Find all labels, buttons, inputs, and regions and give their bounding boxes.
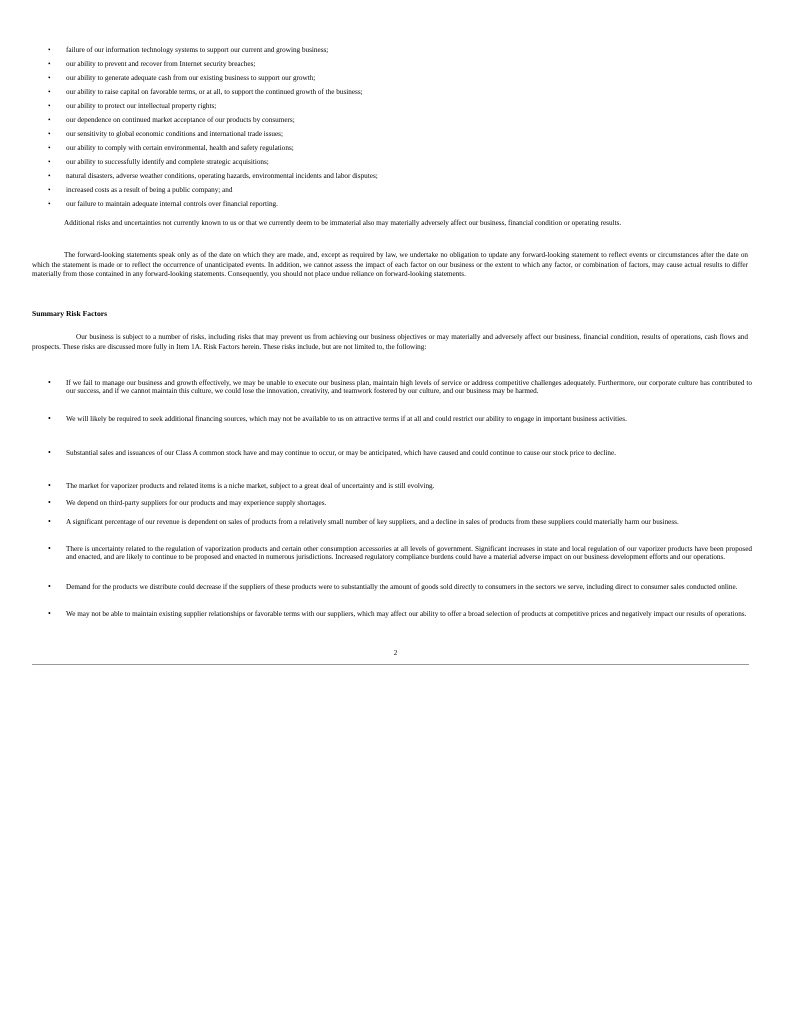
bullet-icon: • — [48, 414, 51, 423]
bullet-icon: • — [48, 158, 51, 166]
paragraph: The forward-looking statements speak only as of the date on which they are made, and, except as required by law, we undertake no obligation to update any forward-looking statement to reflect events or circumstances after the date on which the statement is made or to reflect the occurrence of unanticipated events. In addition, we cannot assess the impact of each factor on our business or the extent to which any factor, or combination of factors, may cause actual results to differ materially from those contained in any forward-looking statements. Consequently, you should not place undue reliance on forward-looking statements. — [32, 251, 748, 279]
list-item-text: our failure to maintain adequate internal controls over financial reporting. — [66, 200, 278, 208]
bullet-icon: • — [48, 481, 51, 490]
bullet-icon: • — [48, 498, 51, 507]
bullet-icon: • — [48, 582, 51, 591]
list-item-text: We will likely be required to seek additional financing sources, which may not be available to us on attractive terms if at all and could restrict our ability to engage in important business activities. — [66, 415, 627, 423]
list-item-text: The market for vaporizer products and related items is a niche market, subject to a great deal of uncertainty and is still evolving. — [66, 482, 435, 490]
bullet-icon: • — [48, 46, 51, 54]
bullet-icon: • — [48, 116, 51, 124]
bullet-icon: • — [48, 172, 51, 180]
list-item-text: A significant percentage of our revenue is dependent on sales of products from a relatively small number of key suppliers, and a decline in sales of products from these suppliers could materially harm our business. — [66, 518, 679, 526]
paragraph: Our business is subject to a number of risks, including risks that may prevent us from achieving our business objectives or may materially and adversely affect our business, financial condition, results of operations, cash flows and prospects. These risks are discussed more fully in Item 1A. Risk Factors herein. These risks include, but are not limited to, the following: — [32, 333, 748, 351]
bullet-icon: • — [48, 60, 51, 68]
bullet-icon: • — [48, 88, 51, 96]
list-item-text: Demand for the products we distribute could decrease if the suppliers of these products were to substantially the amount of goods sold directly to consumers in the sectors we serve, including direct to consumer sales conducted online. — [66, 583, 738, 591]
bullet-icon: • — [48, 544, 51, 553]
list-item-text: If we fail to manage our business and growth effectively, we may be unable to execute our business plan, maintain high levels of service or address competitive challenges adequately. Furthermore, our corporate culture has contributed to our success, and if we cannot maintain this culture, we could lose the innovation, creativity, and teamwork fostered by our culture, and our business may be harmed. — [66, 379, 752, 396]
list-item-text: We depend on third-party suppliers for our products and may experience supply shortages. — [66, 499, 327, 507]
bullet-icon: • — [48, 609, 51, 618]
list-item-text: our dependence on continued market acceptance of our products by consumers; — [66, 116, 295, 124]
page-divider — [32, 664, 749, 665]
bullet-icon: • — [48, 448, 51, 457]
list-item-text: our ability to successfully identify and complete strategic acquisitions; — [66, 158, 269, 166]
section-heading: Summary Risk Factors — [32, 309, 108, 318]
bullet-icon: • — [48, 102, 51, 110]
list-item-text: We may not be able to maintain existing supplier relationships or favorable terms with our suppliers, which may affect our ability to offer a broad selection of products at competitive prices and negatively impact our results of operations. — [66, 610, 747, 618]
list-item-text: natural disasters, adverse weather conditions, operating hazards, environmental incidents and labor disputes; — [66, 172, 378, 180]
list-item-text: our ability to comply with certain environmental, health and safety regulations; — [66, 144, 294, 152]
list-item-text: our ability to generate adequate cash from our existing business to support our growth; — [66, 74, 316, 82]
list-item-text: increased costs as a result of being a public company; and — [66, 186, 233, 194]
bullet-icon: • — [48, 74, 51, 82]
list-item-text: Substantial sales and issuances of our Class A common stock have and may continue to occur, or may be anticipated, which have caused and could continue to cause our stock price to decline. — [66, 449, 616, 457]
list-item-text: There is uncertainty related to the regulation of vaporization products and certain other consumption accessories at all levels of government. Significant increases in state and local regulation of our vaporizer products have been proposed and enacted, and are likely to continue to be proposed and enacted in numerous jurisdictions. Increased regulatory compliance burdens could have a material adverse impact on our business development efforts and our operations. — [66, 545, 752, 562]
list-item-text: our ability to raise capital on favorable terms, or at all, to support the continued growth of the business; — [66, 88, 363, 96]
list-item-text: our sensitivity to global economic conditions and international trade issues; — [66, 130, 283, 138]
paragraph: Additional risks and uncertainties not currently known to us or that we currently deem to be immaterial also may materially adversely affect our business, financial condition or operating results. — [64, 219, 622, 227]
bullet-icon: • — [48, 186, 51, 194]
bullet-icon: • — [48, 517, 51, 526]
bullet-icon: • — [48, 378, 51, 387]
page-number: 2 — [393, 649, 398, 657]
bullet-icon: • — [48, 130, 51, 138]
list-item-text: failure of our information technology systems to support our current and growing business; — [66, 46, 329, 54]
bullet-icon: • — [48, 144, 51, 152]
list-item-text: our ability to protect our intellectual property rights; — [66, 102, 217, 110]
list-item-text: our ability to prevent and recover from Internet security breaches; — [66, 60, 256, 68]
bullet-icon: • — [48, 200, 51, 208]
